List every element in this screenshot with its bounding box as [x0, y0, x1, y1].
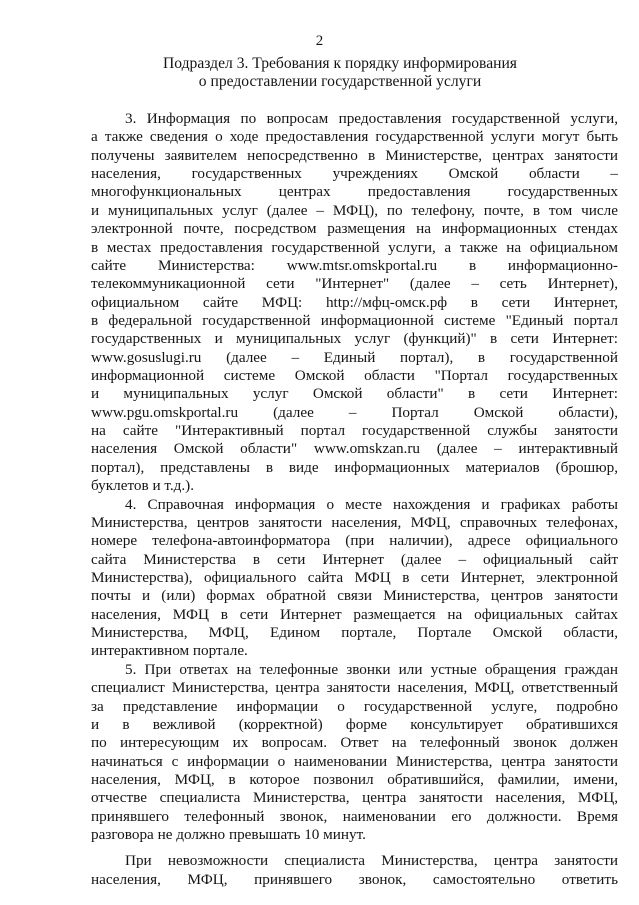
text-line: многофункциональных центрах предоставления государственных: [91, 183, 618, 201]
paragraph: [91, 852, 618, 889]
text-line: буклетов и т.д.).: [91, 477, 195, 495]
text-line: сайта Министерства в сети Интернет (далее – официальный сайт: [91, 550, 618, 568]
heading-line: Подраздел 3. Требования к порядку информирования: [163, 55, 517, 72]
body-text: [91, 110, 618, 889]
text-line: отчестве специалиста Министерства, центра занятости населения, МФЦ,: [91, 789, 618, 807]
text-line: телекоммуникационной сети "Интернет" (далее – сеть Интернет),: [91, 275, 618, 293]
text-line: населения, МФЦ, в которое позвонил обратившийся, фамилии, имени,: [91, 770, 618, 788]
text-line: При невозможности специалиста Министерства, центра занятости: [125, 852, 618, 870]
text-line: населения, государственных учреждениях Омской области –: [91, 165, 618, 183]
text-line: почты и (или) формах обратной связи Министерства, центров занятости: [91, 587, 618, 605]
text-line: интерактивном портале.: [91, 642, 248, 660]
text-line: 4. Справочная информация о месте нахождения и графиках работы: [125, 495, 618, 513]
section-heading: [60, 55, 620, 92]
paragraph: [91, 110, 618, 496]
text-line: государственных и муниципальных услуг (функций)" в сети Интернет:: [91, 330, 618, 348]
text-line: на сайте "Интерактивный портал государственной службы занятости: [91, 422, 618, 440]
text-line: электронной почте, посредством размещения на информационных стендах: [91, 220, 618, 238]
text-line: за представление информации о государственной услуге, подробно: [91, 697, 618, 715]
text-line: 3. Информация по вопросам предоставления государственной услуги,: [125, 110, 618, 127]
text-line: Министерства, центров занятости населения, МФЦ, справочных телефонах,: [91, 513, 618, 531]
page-number: 2: [315, 33, 324, 49]
text-line: сайте Министерства: www.mtsr.omskportal.ru в информационно-: [91, 256, 618, 274]
text-line: номере телефона-автоинформатора (при наличии), адресе официального: [91, 532, 618, 550]
text-line: принявшего телефонный звонок, наименовании его должности. Время: [91, 807, 618, 825]
text-line: населения, МФЦ в сети Интернет размещается на официальных сайтах: [91, 605, 618, 623]
text-line: и в вежливой (корректной) форме консультирует обратившихся: [91, 715, 618, 733]
text-line: в местах предоставления государственной услуги, а также на официальном: [91, 238, 618, 256]
text-line: получены заявителем непосредственно в Министерстве, центрах занятости: [91, 146, 618, 164]
text-line: www.gosuslugi.ru (далее – Единый портал), в государственной: [91, 348, 618, 366]
text-line: начинаться с информации о наименовании Министерства, центра занятости: [91, 752, 618, 770]
text-line: Министерства), официального сайта МФЦ в сети Интернет, электронной: [91, 568, 618, 586]
text-line: 5. При ответах на телефонные звонки или устные обращения граждан: [125, 660, 618, 678]
text-line: населения, МФЦ, принявшего звонок, самостоятельно ответить: [91, 870, 618, 888]
text-line: специалист Министерства, центра занятости населения, МФЦ, ответственный: [91, 679, 618, 697]
text-line: в федеральной государственной информационной системе "Единый портал: [91, 311, 618, 329]
text-line: www.pgu.omskportal.ru (далее – Портал Омской области),: [91, 403, 618, 421]
text-line: портал), представлены в виде информационных материалов (брошюр,: [91, 458, 618, 476]
text-line: а также сведения о ходе предоставления государственной услуги могут быть: [91, 128, 618, 146]
text-line: и муниципальных услуг (далее – МФЦ), по телефону, почте, в том числе: [91, 201, 618, 219]
paragraph: [91, 661, 618, 845]
text-line: Министерства, МФЦ, Едином портале, Портале Омской области,: [91, 624, 618, 642]
heading-line: о предоставлении государственной услуги: [198, 73, 482, 91]
text-line: официальном сайте МФЦ: http://мфц-омск.рф в сети Интернет,: [91, 293, 618, 311]
text-line: и муниципальных услуг Омской области" в сети Интернет:: [91, 385, 618, 403]
text-line: населения Омской области" www.omskzan.ru (далее – интерактивный: [91, 440, 618, 458]
text-line: по интересующим их вопросам. Ответ на телефонный звонок должен: [91, 734, 618, 752]
paragraph: [91, 496, 618, 661]
paragraph-gap: [91, 844, 618, 852]
text-line: разговора не должно превышать 10 минут.: [91, 826, 366, 844]
text-line: информационной системе Омской области "Портал государственных: [91, 367, 618, 385]
